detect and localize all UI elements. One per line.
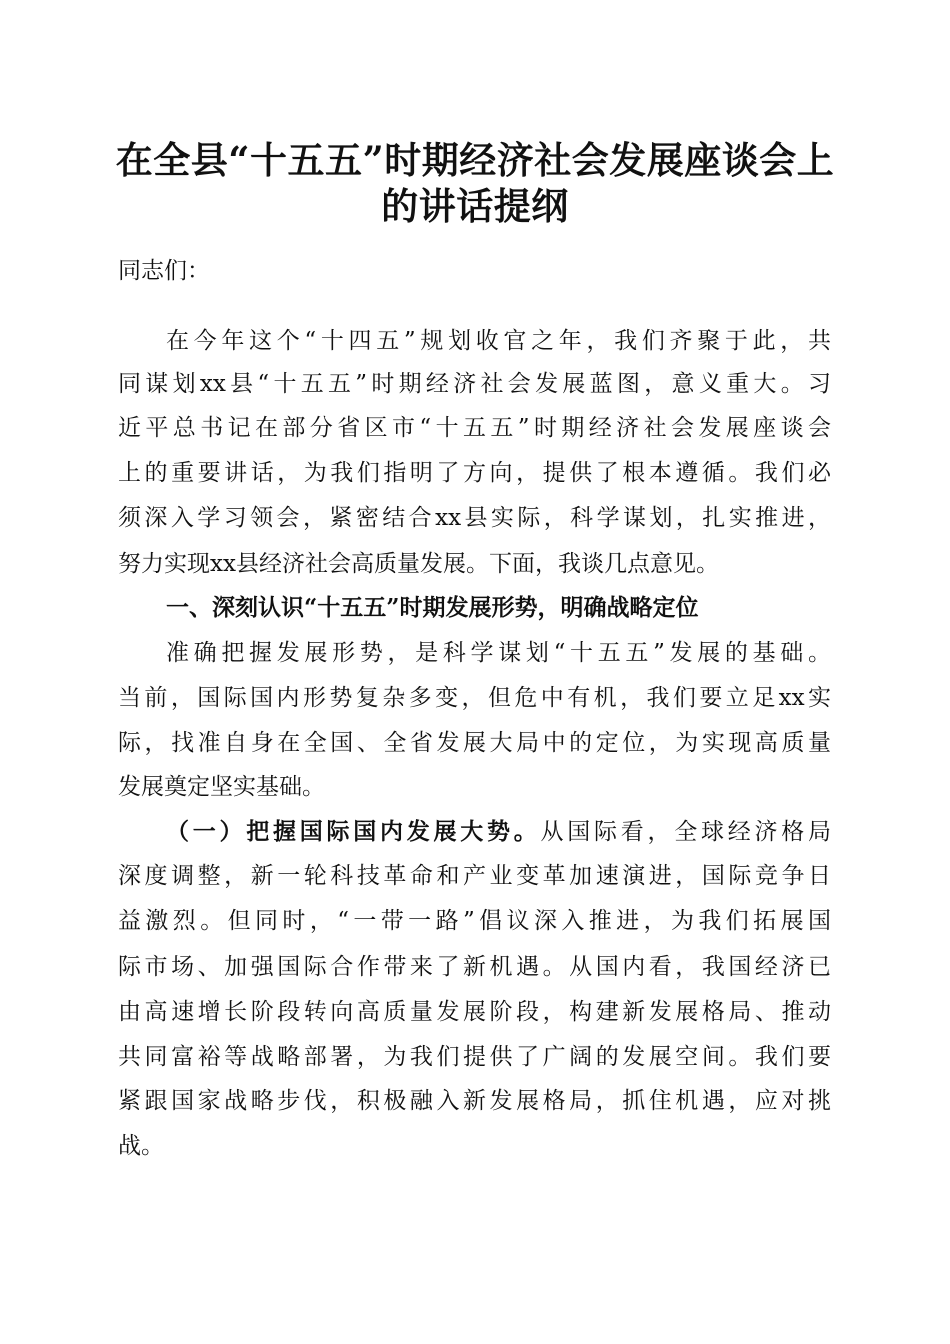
- subsection-1-line: 益激烈。但同时，“一带一路”倡议深入推进，为我们拓展国: [118, 908, 831, 934]
- section-1-line: 当前，国际国内形势复杂多变，但危中有机，我们要立足xx实: [118, 685, 831, 711]
- document-title-line-1: 在全县“十五五”时期经济社会发展座谈会上: [115, 138, 835, 182]
- intro-line: 在今年这个“十四五”规划收官之年，我们齐聚于此，共: [166, 328, 831, 354]
- section-1-heading: 一、深刻认识“十五五”时期发展形势，明确战略定位: [166, 594, 699, 621]
- section-1-line: 际，找准自身在全国、全省发展大局中的定位，为实现高质量: [118, 730, 831, 756]
- subsection-1-lead: （一）把握国际国内发展大势。: [166, 818, 541, 845]
- intro-line: 须深入学习领会，紧密结合xx县实际，科学谋划，扎实推进，: [118, 505, 831, 531]
- document-title-line-2: 的讲话提纲: [381, 184, 569, 228]
- intro-line: 近平总书记在部分省区市“十五五”时期经济社会发展座谈会: [118, 415, 831, 441]
- subsection-1-line: 深度调整，新一轮科技革命和产业变革加速演进，国际竞争日: [118, 863, 831, 889]
- subsection-1-first-line: [166, 817, 831, 847]
- subsection-1-line: 际市场、加强国际合作带来了新机遇。从国内看，我国经济已: [118, 954, 831, 980]
- subsection-1-first-rest: 从国际看，全球经济格局: [540, 819, 831, 845]
- subsection-1-line: 战。: [118, 1133, 164, 1159]
- section-1-line: 准确把握发展形势，是科学谋划“十五五”发展的基础。: [166, 640, 831, 666]
- section-1-line: 发展奠定坚实基础。: [118, 774, 325, 800]
- salutation: 同志们：: [118, 258, 210, 284]
- subsection-1-line: 共同富裕等战略部署，为我们提供了广阔的发展空间。我们要: [118, 1044, 831, 1070]
- intro-line: 同谋划xx县“十五五”时期经济社会发展蓝图，意义重大。习: [118, 371, 831, 397]
- subsection-1-line: 紧跟国家战略步伐，积极融入新发展格局，抓住机遇，应对挑: [118, 1088, 831, 1114]
- intro-line: 努力实现xx县经济社会高质量发展。下面，我谈几点意见。: [118, 551, 719, 577]
- intro-line: 上的重要讲话，为我们指明了方向，提供了根本遵循。我们必: [118, 460, 831, 486]
- subsection-1-line: 由高速增长阶段转向高质量发展阶段，构建新发展格局、推动: [118, 999, 831, 1025]
